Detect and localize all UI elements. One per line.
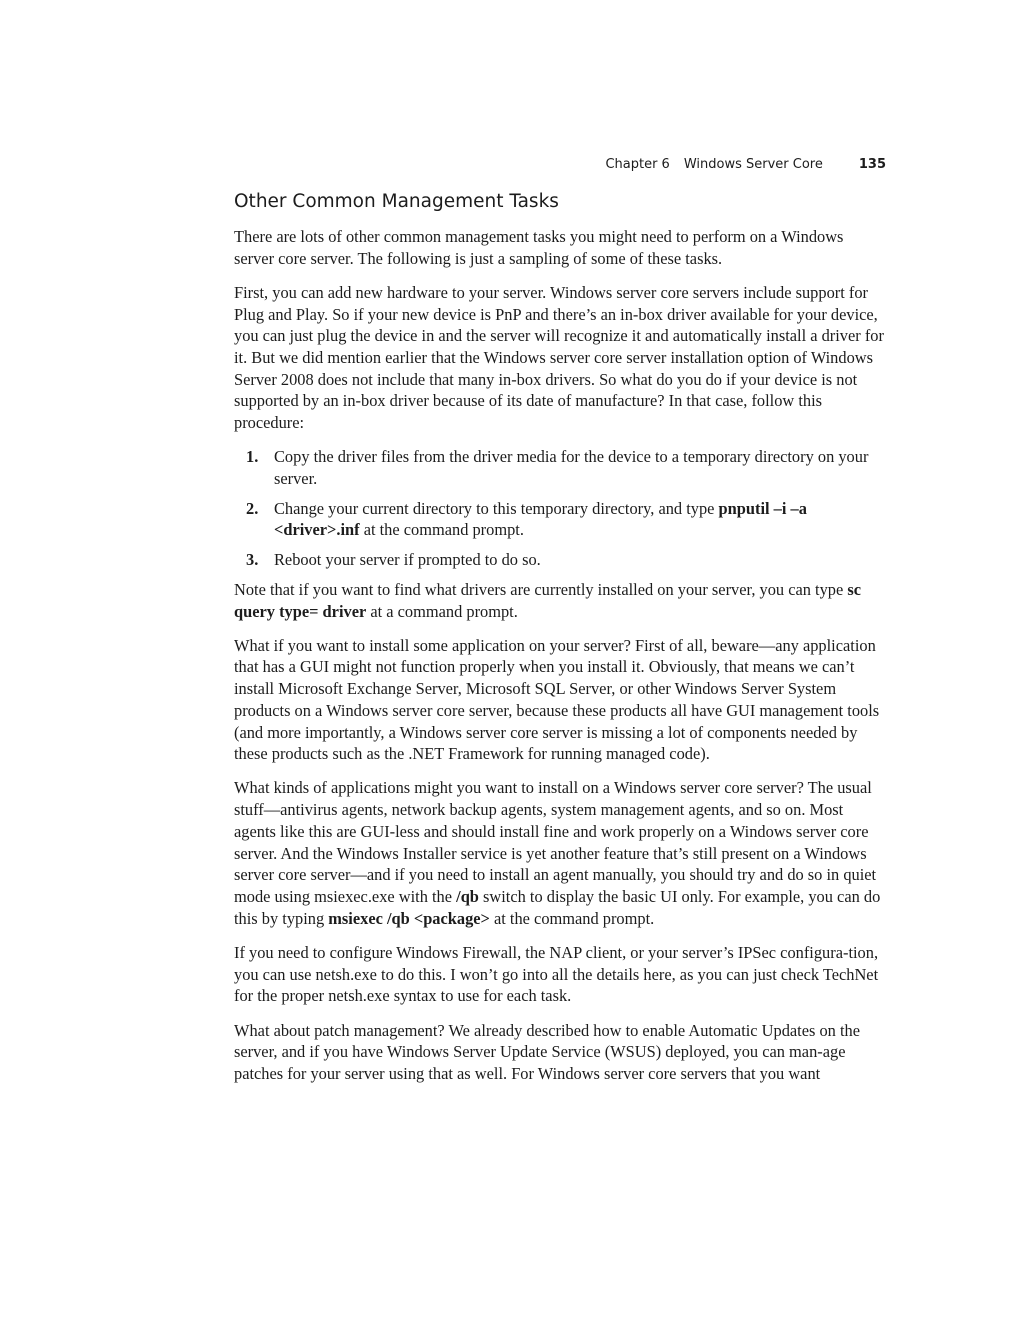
note-command: sc query type= driver bbox=[234, 579, 862, 621]
kinds-text-2: switch to display the basic UI only. For example, you can do this by typing bbox=[234, 886, 881, 928]
step-text-after: at the command prompt. bbox=[359, 520, 524, 540]
procedure-list bbox=[234, 446, 884, 571]
paragraph-apps: What if you want to install some application on your server? First of all, beware—any application that has a GUI might not function properly when you install it. Obviously, that means we can’t install Microsoft Exchange Server, Microsoft SQL Server, or other Windows Server System products on a Windows server core server, because these products all have GUI management tools (and more importantly, a Windows server core server is missing a lot of components needed by these products such as the .NET Framework for running managed code). bbox=[234, 635, 880, 764]
step-command: pnputil –i –a <driver>.inf bbox=[274, 498, 807, 540]
step-text: Reboot your server if prompted to do so. bbox=[274, 550, 541, 570]
kinds-switch: /qb bbox=[456, 886, 479, 906]
paragraph-patch: What about patch management? We already described how to enable Automatic Updates on the server, and if you have Windows Server Update Service (WSUS) deployed, you can man-age patches for your server using that as well. For Windows server core servers that you want bbox=[234, 1020, 861, 1083]
chapter-title: Windows Server Core bbox=[683, 157, 823, 172]
paragraph-kinds bbox=[234, 777, 884, 929]
list-item bbox=[234, 498, 884, 541]
step-number: 1. bbox=[246, 447, 259, 467]
running-header bbox=[560, 156, 886, 174]
step-text-before: Change your current directory to this temporary directory, and type bbox=[274, 498, 719, 518]
note-text: Note that if you want to find what drivers are currently installed on your server, you can type bbox=[234, 579, 848, 599]
note-end: at a command prompt. bbox=[366, 601, 518, 621]
step-text: Copy the driver files from the driver media for the device to a temporary directory on your server. bbox=[274, 447, 869, 489]
kinds-command: msiexec /qb <package> bbox=[328, 908, 490, 928]
step-number: 2. bbox=[246, 498, 259, 518]
section-title: Other Common Management Tasks bbox=[234, 191, 559, 212]
paragraph-intro: There are lots of other common management tasks you might need to perform on a Windows server core server. The following is just a sampling of some of these tasks. bbox=[234, 227, 844, 268]
step-number: 3. bbox=[246, 550, 259, 570]
paragraph-note bbox=[234, 579, 884, 622]
page-body bbox=[234, 190, 884, 1097]
paragraph-hardware: First, you can add new hardware to your server. Windows server core servers include support for Plug and Play. So if your new device is PnP and there’s an in-box driver available for your device, you can just plug the device in and the server will recognize it and automatically install a driver for it. But we did mention earlier that the Windows server core server installation option of Windows Server 2008 does not include that many in-box drivers. So what do you do if your device is not supported by an in-box driver because of its date of manufacture? In that case, follow this procedure: bbox=[234, 282, 884, 433]
kinds-text-3: at the command prompt. bbox=[489, 908, 655, 928]
list-item bbox=[234, 446, 884, 489]
page-number: 135 bbox=[858, 157, 886, 172]
chapter-number: Chapter 6 bbox=[605, 157, 670, 172]
kinds-text-1: What kinds of applications might you want to install on a Windows server core server? The usual stuff—antivirus agents, network backup agents, system management agents, and so on. Most agents like this are GUI-less and should install fine and work properly on a Windows server core server. And the Windows Installer service is yet another feature that’s still present on a Windows server core server—and if you need to install an agent manually, you should try and do so in quiet mode using msiexec.exe with the bbox=[234, 778, 877, 906]
paragraph-firewall: If you need to configure Windows Firewall, the NAP client, or your server’s IPSec configura-tion, you can use netsh.exe to do this. I won’t go into all the details here, as you can just check TechNet for the proper netsh.exe syntax to use for each task. bbox=[234, 942, 879, 1006]
list-item bbox=[234, 549, 884, 571]
